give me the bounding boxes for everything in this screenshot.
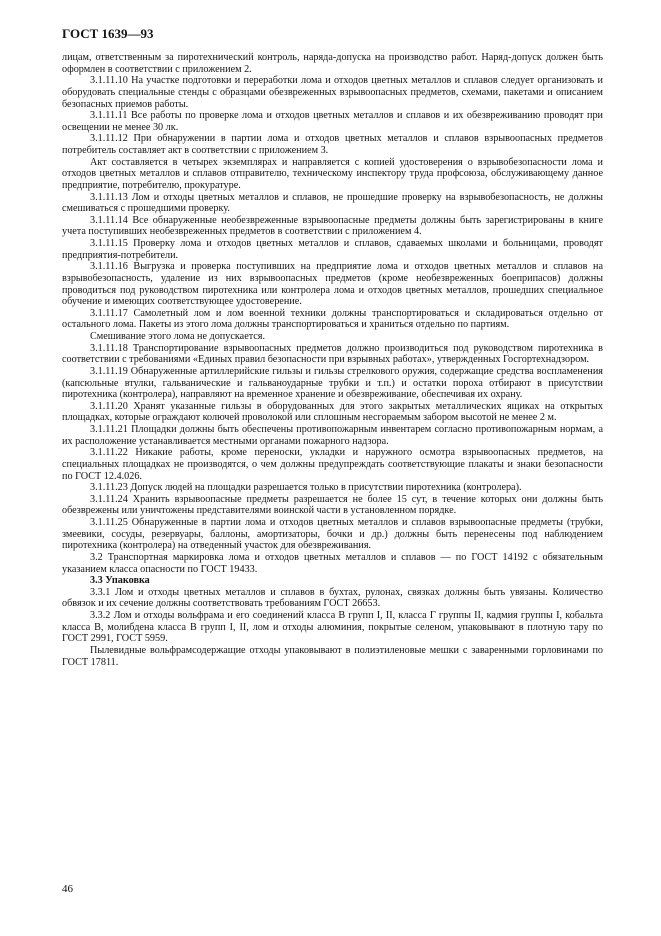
paragraph: 3.1.11.23 Допуск людей на площадки разрешается только в присутствии пиротехника (контролера).: [90, 482, 522, 494]
paragraph: 3.1.11.20 Хранят указанные гильзы в оборудованных для этого закрытых металлических ящиках на открытых площадках, которые ограждают колючей проволокой или сплошным несгораемым забором высотой не менее 2 м.: [62, 400, 603, 424]
page-header: ГОСТ 1639—93: [62, 26, 154, 41]
page-number: 46: [62, 883, 73, 895]
paragraph: Акт составляется в четырех экземплярах и направляется с копией удостоверения о взрывобезопасности лома и отходов цветных металлов и сплавов отправителю, техническому инспектору труда профсоюза, обслуживающему данное предприятие, потребителю, прокуратуре.: [62, 156, 603, 191]
section-heading: 3.3 Упаковка: [90, 575, 150, 587]
paragraph: 3.1.11.13 Лом и отходы цветных металлов и сплавов, не прошедшие проверку на взрывобезопасность, не должны смешиваться с прошедшими проверку.: [62, 191, 603, 215]
paragraph: 3.1.11.18 Транспортирование взрывоопасных предметов должно производиться под руководством пиротехника в соответствии с требованиями «Единых правил безопасности при взрывных работах», утвержденных Госгортехнадзором.: [62, 342, 603, 366]
document-body: [62, 52, 603, 668]
paragraph: 3.1.11.10 На участке подготовки и переработки лома и отходов цветных металлов и сплавов следует организовать и оборудовать специальные стенды с образцами обезвреженных взрывоопасных предметов, схемами, пакетами и описанием безопасных приемов работы.: [62, 75, 603, 110]
paragraph: 3.1.11.22 Никакие работы, кроме переноски, укладки и наружного осмотра взрывоопасных предметов, на специальных площадках не производятся, о чем должны предупреждать соответствующие плакаты и знаки безопасности по ГОСТ 12.4.026.: [62, 447, 603, 482]
paragraph: Смешивание этого лома не допускается.: [90, 331, 266, 342]
paragraph: 3.3.1 Лом и отходы цветных металлов и сплавов в бухтах, рулонах, связках должны быть увязаны. Количество обвязок и их сечение должны соответствовать требованиям ГОСТ 26653.: [62, 586, 603, 610]
paragraph: 3.1.11.21 Площадки должны быть обеспечены противопожарным инвентарем согласно противопожарным нормам, а их расположение устанавливается местными органами пожарного надзора.: [62, 424, 603, 447]
paragraph: лицам, ответственным за пиротехнический контроль, наряда-допуска на производство работ. Наряд-допуск должен быть оформлен в соответствии с приложением 2.: [62, 52, 603, 75]
paragraph: 3.2 Транспортная маркировка лома и отходов цветных металлов и сплавов — по ГОСТ 14192 с обязательным указанием класса опасности по ГОСТ 19433.: [62, 551, 603, 575]
paragraph: 3.1.11.17 Самолетный лом и лом военной техники должны транспортироваться и складироваться отдельно от остального лома. Пакеты из этого лома должны транспортироваться и храниться отдельно по партиям.: [62, 307, 603, 331]
paragraph: 3.1.11.16 Выгрузка и проверка поступивших на предприятие лома и отходов цветных металлов и сплавов на взрывобезопасность, удаление из них взрывоопасных предметов (кроме необезвреженных боеприпасов) должны проводиться под руководством пиротехника или контролера лома и отходов цветных металлов, прошедших специальное обучение и имеющих соответствующее удостоверение.: [62, 261, 603, 308]
paragraph: Пылевидные вольфрамсодержащие отходы упаковывают в полиэтиленовые мешки с заваренными горловинами по ГОСТ 17811.: [62, 644, 603, 668]
paragraph: 3.1.11.24 Хранить взрывоопасные предметы разрешается не более 15 сут, в течение которых они должны быть обезврежены или уничтожены представителями воинской части в установленном порядке.: [62, 493, 603, 517]
paragraph: 3.1.11.14 Все обнаруженные необезвреженные взрывоопасные предметы должны быть зарегистрированы в книге учета поступивших необезвреженных предметов в соответствии с приложением 4.: [62, 214, 603, 238]
paragraph: 3.1.11.12 При обнаружении в партии лома и отходов цветных металлов и сплавов взрывоопасных предметов потребитель составляет акт в соответствии с приложением 3.: [62, 133, 603, 156]
paragraph: 3.1.11.11 Все работы по проверке лома и отходов цветных металлов и сплавов и их обезвреживанию проводят при освещении не менее 30 лк.: [62, 110, 603, 133]
paragraph: 3.3.2 Лом и отходы вольфрама и его соединений класса В групп I, II, класса Г группы II, кадмия группы I, кобальта класса В, молибдена класса В групп I, II, лом и отходы алюминия, покрытые селеном, упаковывают в плотную тару по ГОСТ 2991, ГОСТ 5959.: [62, 610, 603, 645]
paragraph: 3.1.11.25 Обнаруженные в партии лома и отходов цветных металлов и сплавов взрывоопасные предметы (трубки, змеевики, сосуды, резервуары, баллоны, амортизаторы, бочки и др.) должны быть перенесены под наблюдением пиротехника (контролера) на отведенный участок для обезвреживания.: [62, 517, 603, 552]
paragraph: 3.1.11.15 Проверку лома и отходов цветных металлов и сплавов, сдаваемых школами и больницами, проводят предприятия-потребители.: [62, 238, 603, 261]
paragraph: 3.1.11.19 Обнаруженные артиллерийские гильзы и гильзы стрелкового оружия, содержащие средства воспламенения (капсюльные втулки, гальванические и гальваноударные трубки и т.п.) и остатки пороха отбирают в присутствии пиротехника (контролера), направляют на временное хранение и обезвреживание, обеспечивая их охрану.: [62, 365, 603, 401]
